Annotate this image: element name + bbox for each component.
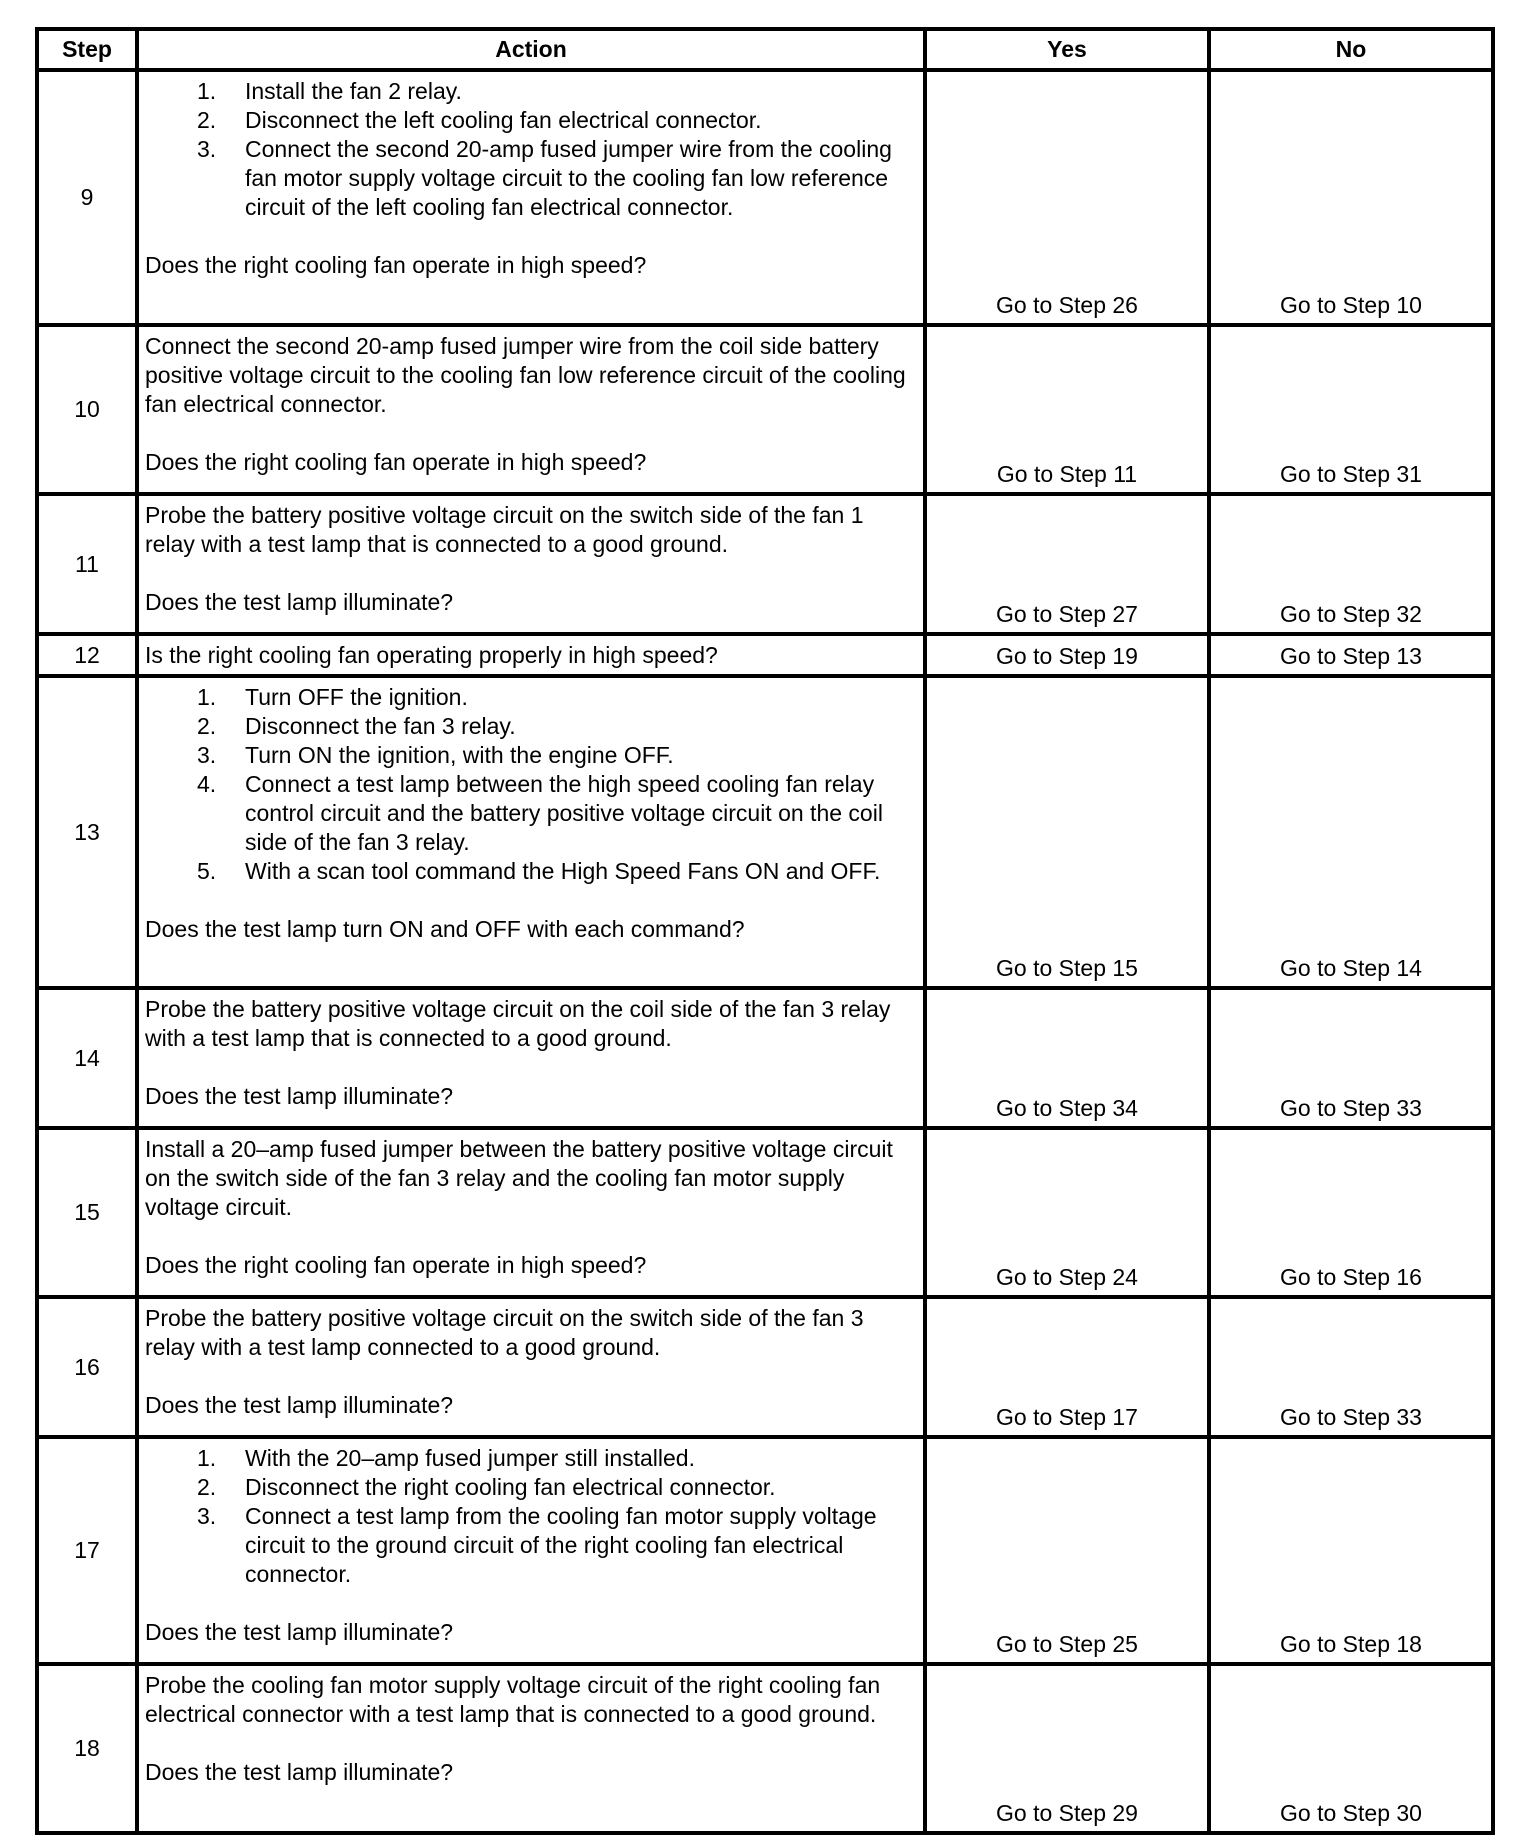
action-question: Is the right cooling fan operating properly in high speed? [145, 642, 718, 668]
item-text: Disconnect the right cooling fan electrical connector. [245, 1474, 776, 1500]
table-row [37, 676, 1493, 988]
item-text: With the 20–amp fused jumper still installed. [245, 1445, 695, 1471]
list-item [145, 1444, 915, 1473]
action-question: Does the right cooling fan operate in high speed? [145, 1252, 647, 1278]
item-text: Connect a test lamp from the cooling fan motor supply voltage circuit to the ground circuit of the right cooling fan electrical connector. [245, 1503, 877, 1587]
action-text: Install a 20–amp fused jumper between the battery positive voltage circuit on the switch side of the fan 3 relay and the cooling fan motor supply voltage circuit. [145, 1136, 893, 1220]
action-cell [137, 1437, 925, 1664]
action-text: Connect the second 20-amp fused jumper wire from the coil side battery positive voltage circuit to the cooling fan low reference circuit of the cooling fan electrical connector. [145, 333, 906, 417]
item-text: Connect the second 20-amp fused jumper wire from the cooling fan motor supply voltage circuit to the cooling fan low reference circuit of the left cooling fan electrical connector. [245, 136, 892, 220]
no-result: Go to Step 33 [1209, 988, 1493, 1128]
item-text: Turn ON the ignition, with the engine OFF. [245, 742, 674, 768]
step-number: 10 [37, 325, 137, 494]
no-result: Go to Step 13 [1209, 634, 1493, 676]
action-text: Probe the battery positive voltage circuit on the switch side of the fan 1 relay with a test lamp that is connected to a good ground. [145, 502, 864, 557]
step-number: 14 [37, 988, 137, 1128]
step-number: 9 [37, 70, 137, 325]
action-question: Does the test lamp turn ON and OFF with each command? [145, 916, 745, 942]
item-number: 1. [197, 1445, 217, 1471]
item-text: Disconnect the fan 3 relay. [245, 713, 516, 739]
yes-result: Go to Step 17 [925, 1297, 1209, 1437]
item-number: 2. [197, 713, 217, 739]
action-question: Does the test lamp illuminate? [145, 1619, 454, 1645]
list-item [145, 77, 915, 106]
action-text: Probe the cooling fan motor supply voltage circuit of the right cooling fan electrical connector with a test lamp that is connected to a good ground. [145, 1672, 881, 1727]
item-number: 3. [197, 742, 217, 768]
action-cell [137, 676, 925, 988]
step-number: 16 [37, 1297, 137, 1437]
table-row [37, 1437, 1493, 1664]
action-cell [137, 70, 925, 325]
header-yes: Yes [925, 29, 1209, 70]
step-number: 15 [37, 1128, 137, 1297]
item-number: 1. [197, 78, 217, 104]
yes-result: Go to Step 34 [925, 988, 1209, 1128]
item-number: 1. [197, 684, 217, 710]
item-text: Disconnect the left cooling fan electrical connector. [245, 107, 762, 133]
no-result: Go to Step 31 [1209, 325, 1493, 494]
list-item [145, 1473, 915, 1502]
action-cell [137, 1664, 925, 1833]
step-number: 12 [37, 634, 137, 676]
action-steps-list [145, 77, 915, 222]
no-result: Go to Step 16 [1209, 1128, 1493, 1297]
no-result: Go to Step 18 [1209, 1437, 1493, 1664]
no-result: Go to Step 10 [1209, 70, 1493, 325]
action-text: Probe the battery positive voltage circuit on the switch side of the fan 3 relay with a test lamp connected to a good ground. [145, 1305, 864, 1360]
table-row [37, 634, 1493, 676]
yes-result: Go to Step 15 [925, 676, 1209, 988]
action-cell [137, 494, 925, 634]
yes-result: Go to Step 25 [925, 1437, 1209, 1664]
header-row [37, 29, 1493, 70]
yes-result: Go to Step 27 [925, 494, 1209, 634]
yes-result: Go to Step 26 [925, 70, 1209, 325]
table-row [37, 325, 1493, 494]
list-item [145, 683, 915, 712]
item-number: 4. [197, 771, 217, 797]
header-action: Action [137, 29, 925, 70]
item-text: With a scan tool command the High Speed Fans ON and OFF. [245, 858, 881, 884]
list-item [145, 135, 915, 222]
item-number: 2. [197, 1474, 217, 1500]
step-number: 18 [37, 1664, 137, 1833]
action-cell [137, 1297, 925, 1437]
table-row [37, 494, 1493, 634]
item-number: 3. [197, 1503, 217, 1529]
action-question: Does the right cooling fan operate in high speed? [145, 449, 647, 475]
no-result: Go to Step 14 [1209, 676, 1493, 988]
action-question: Does the test lamp illuminate? [145, 1392, 454, 1418]
list-item [145, 712, 915, 741]
header-no: No [1209, 29, 1493, 70]
action-steps-list [145, 683, 915, 886]
action-cell [137, 325, 925, 494]
action-question: Does the test lamp illuminate? [145, 1083, 454, 1109]
header-step: Step [37, 29, 137, 70]
action-cell [137, 634, 925, 676]
action-cell [137, 988, 925, 1128]
action-question: Does the test lamp illuminate? [145, 1759, 454, 1785]
action-question: Does the right cooling fan operate in high speed? [145, 252, 647, 278]
yes-result: Go to Step 11 [925, 325, 1209, 494]
action-question: Does the test lamp illuminate? [145, 589, 454, 615]
item-number: 3. [197, 136, 217, 162]
table-row [37, 70, 1493, 325]
no-result: Go to Step 33 [1209, 1297, 1493, 1437]
list-item [145, 1502, 915, 1589]
step-number: 11 [37, 494, 137, 634]
action-cell [137, 1128, 925, 1297]
table-row [37, 988, 1493, 1128]
action-text: Probe the battery positive voltage circuit on the coil side of the fan 3 relay with a test lamp that is connected to a good ground. [145, 996, 891, 1051]
item-text: Connect a test lamp between the high speed cooling fan relay control circuit and the battery positive voltage circuit on the coil side of the fan 3 relay. [245, 771, 883, 855]
list-item [145, 106, 915, 135]
yes-result: Go to Step 24 [925, 1128, 1209, 1297]
list-item [145, 770, 915, 857]
no-result: Go to Step 30 [1209, 1664, 1493, 1833]
item-number: 5. [197, 858, 217, 884]
table-row [37, 1128, 1493, 1297]
list-item [145, 857, 915, 886]
step-number: 13 [37, 676, 137, 988]
table-row [37, 1297, 1493, 1437]
item-text: Turn OFF the ignition. [245, 684, 468, 710]
no-result: Go to Step 32 [1209, 494, 1493, 634]
yes-result: Go to Step 29 [925, 1664, 1209, 1833]
table-row [37, 1664, 1493, 1833]
step-number: 17 [37, 1437, 137, 1664]
action-steps-list [145, 1444, 915, 1589]
diagnostic-table [35, 27, 1495, 1835]
list-item [145, 741, 915, 770]
item-text: Install the fan 2 relay. [245, 78, 462, 104]
yes-result: Go to Step 19 [925, 634, 1209, 676]
item-number: 2. [197, 107, 217, 133]
